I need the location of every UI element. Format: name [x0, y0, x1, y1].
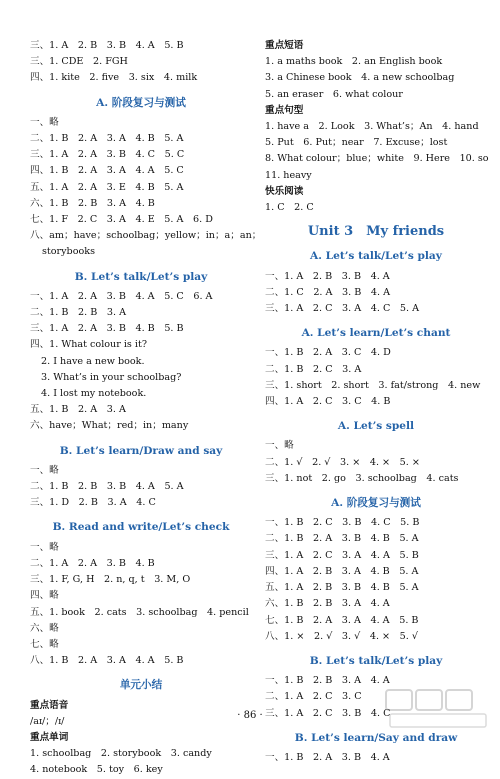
- answer-line: 一、1. B 2. A 3. C 4. D: [265, 347, 391, 359]
- answer-line: 一、略: [265, 440, 294, 452]
- answer-line: 二、1. C 2. A 3. B 4. A: [265, 286, 391, 298]
- section-title: A. 阶段复习与测试: [96, 96, 186, 109]
- section-title: A. Let’s talk/Let’s play: [310, 250, 442, 263]
- answer-line: 五、1. A 2. A 3. E 4. B 5. A: [30, 181, 184, 193]
- answer-line: 一、1. B 2. A 3. B 4. A: [265, 751, 390, 763]
- answer-line: 5. an eraser 6. what colour: [265, 88, 403, 100]
- answer-line: 二、1. B 2. C 3. A: [265, 363, 362, 375]
- subsection-heading: 重点短语: [265, 40, 304, 51]
- subsection-heading: 重点句型: [265, 104, 304, 116]
- answer-line: 六、略: [30, 622, 59, 634]
- page-number: · 86 ·: [237, 710, 263, 721]
- answer-line: 六、1. B 2. B 3. A 4. A: [265, 598, 390, 610]
- answer-line: 8. What colour；blue；white 9. Here 10. so: [265, 153, 489, 165]
- answer-line: 六、1. B 2. B 3. A 4. B: [30, 197, 155, 209]
- answer-line: 1. have a 2. Look 3. What’s；An 4. hand: [265, 121, 479, 133]
- section-title: 单元小结: [119, 679, 163, 692]
- answer-line: 四、1. kite 2. five 3. six 4. milk: [30, 72, 198, 84]
- answer-line: 四、1. A 2. B 3. A 4. B 5. A: [265, 565, 419, 577]
- answer-line: 一、略: [30, 541, 59, 553]
- answer-line: 七、1. B 2. A 3. A 4. A 5. B: [265, 614, 419, 626]
- section-title: A. 阶段复习与测试: [331, 497, 421, 510]
- answer-line: 1. schoolbag 2. storybook 3. candy: [30, 748, 212, 760]
- answer-line: 四、1. B 2. A 3. A 4. A 5. C: [30, 165, 184, 177]
- answer-line: 一、略: [30, 116, 59, 128]
- answer-line: 五、1. A 2. B 3. B 4. B 5. A: [265, 582, 419, 594]
- answer-line: /aɪ/；/ɪ/: [30, 715, 65, 727]
- answer-line: 七、略: [30, 638, 59, 650]
- subsection-heading: 重点单词: [30, 731, 69, 743]
- right-column: [265, 38, 487, 766]
- answer-line: 四、1. What colour is it?: [30, 339, 147, 351]
- answer-line: 1. C 2. C: [265, 202, 314, 214]
- answer-line: 一、1. A 2. A 3. B 4. A 5. C 6. A: [30, 290, 213, 302]
- section-title: B. Let’s talk/Let’s play: [74, 270, 208, 283]
- answer-line: 一、略: [30, 464, 59, 476]
- answer-line: 一、1. B 2. C 3. B 4. C 5. B: [265, 517, 420, 529]
- answer-line: 五、1. B 2. A 3. A: [30, 404, 126, 416]
- section-title: B. Let’s talk/Let’s play: [309, 654, 443, 667]
- section-title: B. Let’s learn/Draw and say: [59, 444, 223, 457]
- watermark-logo: [384, 688, 494, 730]
- answer-line: 二、1. √ 2. √ 3. × 4. × 5. ×: [265, 456, 420, 468]
- answer-line: 11. heavy: [265, 169, 312, 181]
- answer-line: 七、1. F 2. C 3. A 4. E 5. A 6. D: [30, 214, 213, 226]
- answer-line: 二、1. B 2. B 3. B 4. A 5. A: [30, 481, 184, 493]
- answer-line: 一、1. B 2. B 3. A 4. A: [265, 675, 390, 687]
- answer-line: 二、1. B 2. A 3. A 4. B 5. A: [30, 133, 184, 145]
- answer-line: 二、1. A 2. C 3. C: [265, 691, 362, 703]
- answer-line: 三、1. A 2. A 3. B 4. B 5. B: [30, 323, 184, 335]
- answer-line: 一、1. A 2. B 3. B 4. A: [265, 270, 390, 282]
- answer-line: 三、1. A 2. B 3. B 4. A 5. B: [30, 40, 184, 51]
- answer-line: 八、am；have；schoolbag；yellow；in；a；an；: [30, 230, 262, 242]
- answer-line: 三、1. A 2. A 3. B 4. C 5. C: [30, 149, 185, 161]
- answer-line: 4. I lost my notebook.: [41, 388, 147, 400]
- answer-line: 三、1. A 2. C 3. A 4. A 5. B: [265, 549, 419, 561]
- unit-title: Unit 3 My friends: [307, 224, 445, 240]
- answer-line: 1. a maths book 2. an English book: [265, 56, 443, 68]
- answer-line: 三、1. short 2. short 3. fat/strong 4. new: [265, 379, 481, 391]
- left-column: [30, 38, 262, 779]
- answer-line: 八、1. B 2. A 3. A 4. A 5. B: [30, 655, 184, 667]
- answer-line: 三、1. CDE 2. FGH: [30, 56, 128, 68]
- section-title: A. Let’s learn/Let’s chant: [301, 327, 451, 340]
- answer-line: 二、1. B 2. B 3. A: [30, 307, 127, 319]
- answer-line: 4. notebook 5. toy 6. key: [30, 764, 163, 776]
- answer-line: 2. I have a new book.: [41, 355, 145, 367]
- answer-line: 5. Put 6. Put；near 7. Excuse；lost: [265, 137, 448, 149]
- answer-line: 三、1. D 2. B 3. A 4. C: [30, 497, 156, 509]
- answer-line: 二、1. A 2. A 3. B 4. B: [30, 557, 155, 569]
- answer-line: 三、1. F, G, H 2. n, q, t 3. M, O: [30, 574, 191, 586]
- answer-line: storybooks: [42, 246, 95, 258]
- answer-line: 四、1. A 2. C 3. C 4. B: [265, 396, 391, 408]
- answer-line: 3. a Chinese book 4. a new schoolbag: [265, 72, 455, 84]
- subsection-heading: 快乐阅读: [265, 185, 304, 197]
- section-title: B. Let’s learn/Say and draw: [294, 731, 458, 744]
- subsection-heading: 重点语音: [30, 699, 69, 711]
- answer-line: 五、1. book 2. cats 3. schoolbag 4. pencil: [30, 606, 249, 618]
- answer-line: 三、1. A 2. C 3. A 4. C 5. A: [265, 303, 420, 315]
- section-title: A. Let’s spell: [337, 420, 415, 433]
- answer-line: 三、1. not 2. go 3. schoolbag 4. cats: [265, 472, 459, 484]
- answer-line: 四、略: [30, 590, 59, 602]
- answer-line: 三、1. A 2. C 3. B 4. C: [265, 707, 391, 719]
- section-title: B. Read and write/Let’s check: [52, 521, 230, 534]
- answer-line: 3. What’s in your schoolbag?: [41, 371, 182, 383]
- answer-line: 二、1. B 2. A 3. B 4. B 5. A: [265, 533, 419, 545]
- answer-line: 六、have；What；red；in；many: [30, 420, 189, 432]
- answer-line: 八、1. × 2. √ 3. √ 4. × 5. √: [265, 630, 418, 642]
